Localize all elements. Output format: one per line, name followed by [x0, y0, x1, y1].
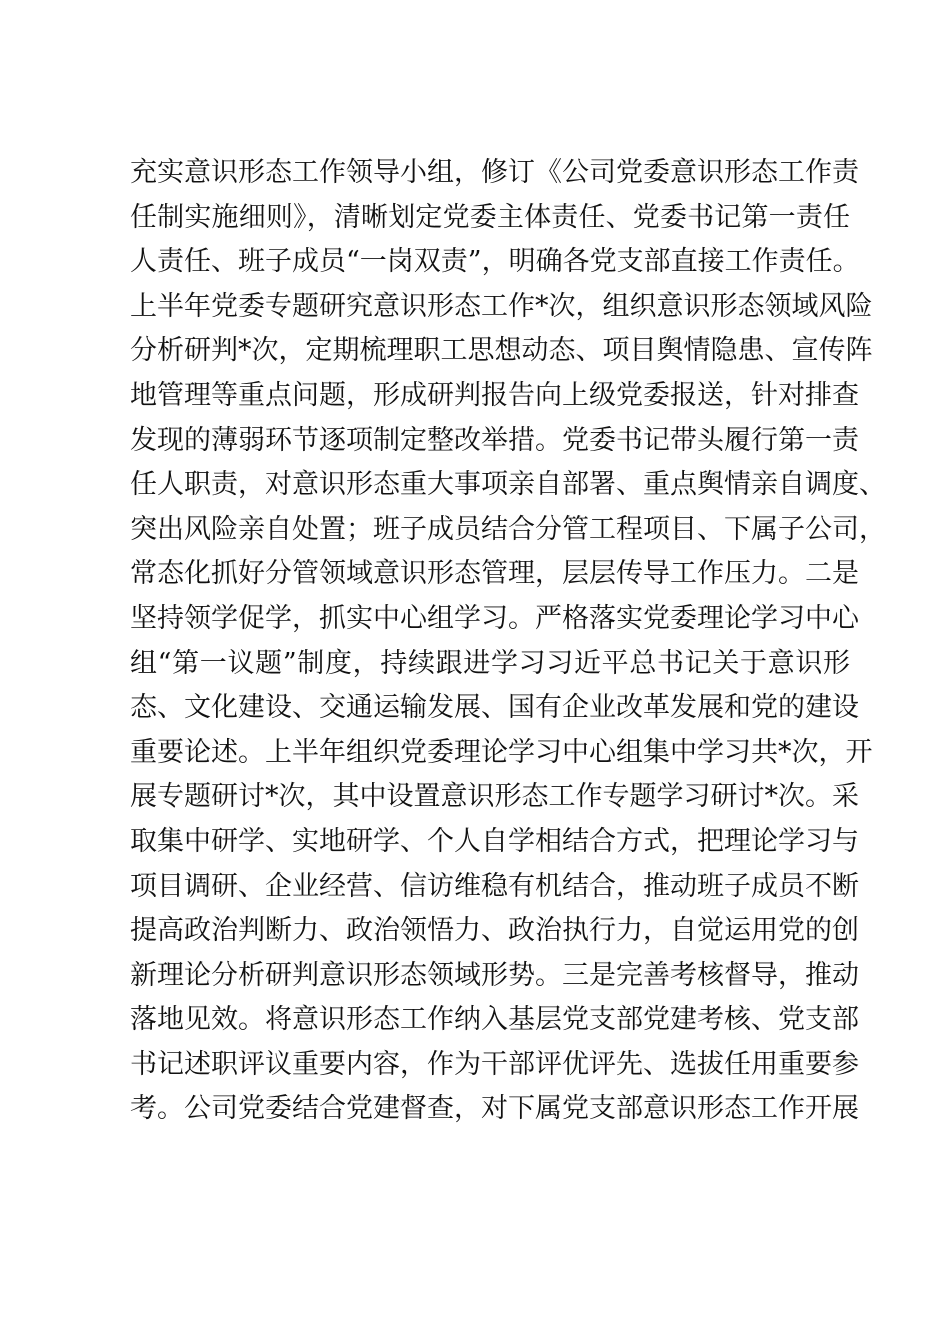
text-line: 充实意识形态工作领导小组，修订《公司党委意识形态工作责 — [130, 157, 859, 188]
text-line: 组“第一议题”制度，持续跟进学习习近平总书记关于意识形 — [130, 647, 850, 679]
text-line: 考。公司党委结合党建督查，对下属党支部意识形态工作开展 — [130, 1093, 859, 1125]
text-line: 地管理等重点问题，形成研判报告向上级党委报送，针对排查 — [130, 379, 859, 411]
text-line: 突出风险亲自处置；班子成员结合分管工程项目、下属子公司， — [130, 513, 886, 545]
text-line: 坚持领学促学，抓实中心组学习。严格落实党委理论学习中心 — [130, 602, 859, 634]
text-line: 分析研判*次，定期梳理职工思想动态、项目舆情隐患、宣传阵 — [130, 335, 873, 367]
text-line: 提高政治判断力、政治领悟力、政治执行力，自觉运用党的创 — [130, 915, 859, 947]
text-line: 上半年党委专题研究意识形态工作*次，组织意识形态领域风险 — [130, 290, 873, 322]
text-line: 发现的薄弱环节逐项制定整改举措。党委书记带头履行第一责 — [130, 424, 859, 456]
text-line: 任人职责，对意识形态重大事项亲自部署、重点舆情亲自调度、 — [130, 469, 886, 501]
text-line: 任制实施细则》，清晰划定党委主体责任、党委书记第一责任 — [130, 201, 850, 233]
text-line: 新理论分析研判意识形态领域形势。三是完善考核督导，推动 — [130, 959, 859, 991]
text-line: 取集中研学、实地研学、个人自学相结合方式，把理论学习与 — [130, 825, 859, 857]
body-paragraph — [130, 151, 886, 1132]
text-line: 人责任、班子成员“一岗双责”，明确各党支部直接工作责任。 — [130, 246, 860, 278]
text-line: 项目调研、企业经营、信访维稳有机结合，推动班子成员不断 — [130, 870, 859, 902]
text-line: 落地见效。将意识形态工作纳入基层党支部党建考核、党支部 — [130, 1004, 859, 1036]
text-line: 书记述职评议重要内容，作为干部评优评先、选拔任用重要参 — [130, 1048, 859, 1080]
text-line: 常态化抓好分管领域意识形态管理，层层传导工作压力。二是 — [130, 558, 859, 590]
text-line: 重要论述。上半年组织党委理论学习中心组集中学习共*次，开 — [130, 736, 873, 768]
text-line: 展专题研讨*次，其中设置意识形态工作专题学习研讨*次。采 — [130, 781, 859, 813]
text-line: 态、文化建设、交通运输发展、国有企业改革发展和党的建设 — [130, 692, 859, 724]
